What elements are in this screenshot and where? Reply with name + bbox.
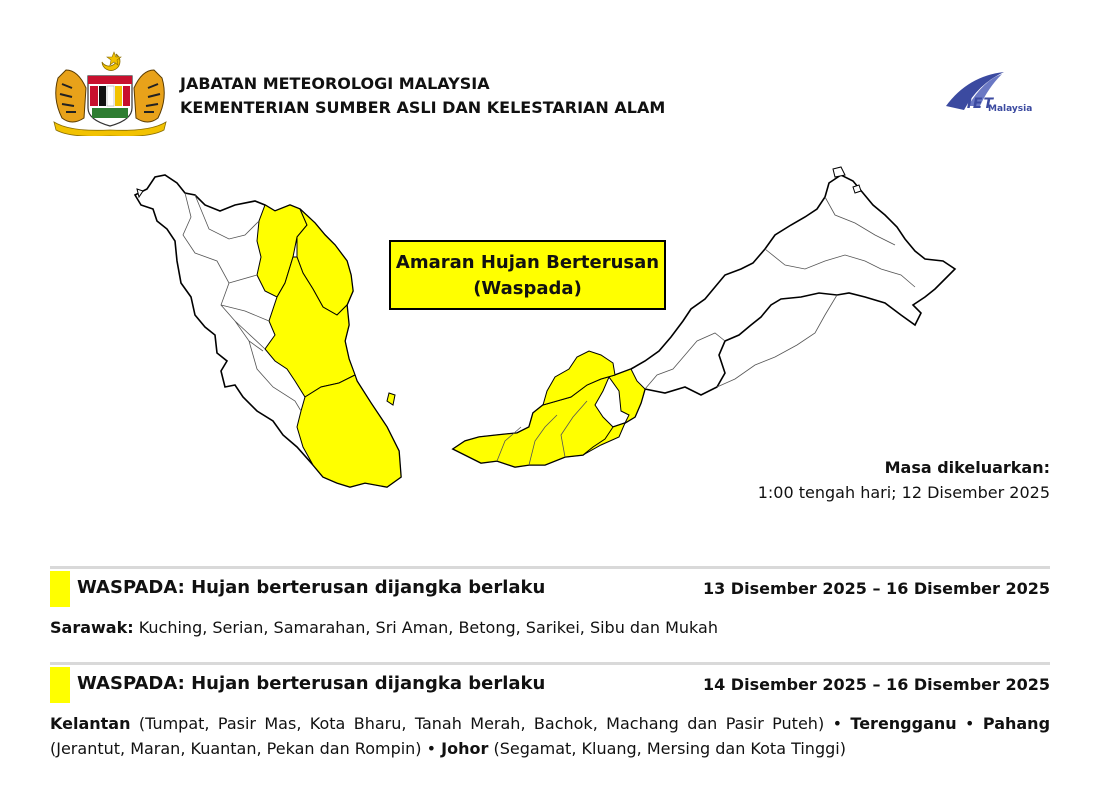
area-list: (Tumpat, Pasir Mas, Kota Bharu, Tanah Merah, Bachok, Machang dan Pasir Puteh) • [130,714,851,733]
state-name: Johor [441,739,489,758]
state-name: Kelantan [50,714,131,733]
warning-color-bar [50,571,70,607]
warning-header [50,569,1050,607]
warning-header [50,665,1050,703]
area-list: (Segamat, Kluang, Mersing dan Kota Tinggi) [488,739,846,758]
logo-text-malaysia: Malaysia [988,104,1033,114]
state-name: Pahang [982,714,1051,733]
organisation-names [180,72,665,120]
warning-heading: WASPADA: Hujan berterusan dijangka berlaku [77,673,546,694]
issued-time [758,455,1050,505]
warning-title: Amaran Hujan Berterusan [395,252,660,273]
state-name: Terengganu [850,714,957,733]
warning-dates: 13 Disember 2025 – 16 Disember 2025 [702,579,1050,598]
met-malaysia-logo-icon [938,66,1050,120]
issued-value: 1:00 tengah hari; 12 Disember 2025 [757,483,1050,502]
state-name: Sarawak: [50,618,134,637]
logo-text-met: MET [958,96,995,112]
johor-region [297,375,401,487]
warning-areas [50,711,1050,761]
warning-heading: WASPADA: Hujan berterusan dijangka berlaku [77,577,546,598]
org-name-primary: JABATAN METEOROLOGI MALAYSIA [180,74,490,93]
warning-areas [50,615,1050,640]
warning-title-box [389,240,666,310]
warning-section-2 [50,662,1050,761]
area-list: Kuching, Serian, Samarahan, Sri Aman, Betong, Sarikei, Sibu dan Mukah [133,618,718,637]
area-list: (Jerantut, Maran, Kuantan, Pekan dan Rompin) • [50,739,442,758]
header [50,48,1050,138]
warning-dates: 14 Disember 2025 – 16 Disember 2025 [702,675,1050,694]
area-list: • [956,714,983,733]
org-name-ministry: KEMENTERIAN SUMBER ASLI DAN KELESTARIAN ALAM [180,98,666,117]
east-malaysia [453,175,955,467]
warning-level: (Waspada) [473,278,582,299]
warning-color-bar [50,667,70,703]
issued-label: Masa dikeluarkan: [884,458,1050,477]
warning-section-1 [50,566,1050,640]
malaysia-coat-of-arms-icon [50,48,170,136]
